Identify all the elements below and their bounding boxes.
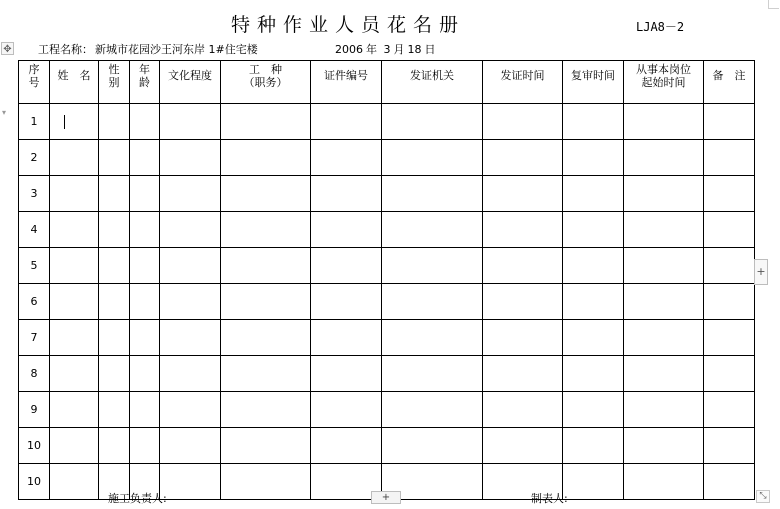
cell-review-date[interactable] xyxy=(563,428,624,464)
header-education[interactable]: 文化程度 xyxy=(160,61,221,104)
cell-remark[interactable] xyxy=(704,104,755,140)
cell-start-date[interactable] xyxy=(624,392,704,428)
cell-remark[interactable] xyxy=(704,356,755,392)
cell-issuer[interactable] xyxy=(382,248,483,284)
cell-age[interactable] xyxy=(130,428,160,464)
cell-issue-date[interactable] xyxy=(483,176,563,212)
cell-gender[interactable] xyxy=(99,176,130,212)
cell-seq[interactable]: 5 xyxy=(19,248,50,284)
header-remark[interactable]: 备 注 xyxy=(704,61,755,104)
cell-name[interactable] xyxy=(50,176,99,212)
cell-seq[interactable]: 1 xyxy=(19,104,50,140)
date-month: 3 xyxy=(383,43,391,56)
add-row-button[interactable]: + xyxy=(371,491,401,504)
cell-issuer[interactable] xyxy=(382,176,483,212)
cell-start-date[interactable] xyxy=(624,176,704,212)
cell-gender[interactable] xyxy=(99,428,130,464)
cell-issue-date[interactable] xyxy=(483,428,563,464)
cell-cert-no[interactable] xyxy=(311,428,382,464)
cell-issue-date[interactable] xyxy=(483,140,563,176)
cell-age[interactable] xyxy=(130,320,160,356)
cell-age[interactable] xyxy=(130,356,160,392)
table-row xyxy=(19,104,755,140)
cell-cert-no[interactable] xyxy=(311,248,382,284)
header-gender-line1: 性 xyxy=(108,63,120,76)
cell-remark[interactable] xyxy=(704,464,755,500)
cell-trade[interactable] xyxy=(221,176,311,212)
table-row xyxy=(19,320,755,356)
cell-name[interactable] xyxy=(50,428,99,464)
cell-trade[interactable] xyxy=(221,248,311,284)
cell-cert-no[interactable] xyxy=(311,140,382,176)
cell-remark[interactable] xyxy=(704,428,755,464)
cell-review-date[interactable] xyxy=(563,464,624,500)
table-row xyxy=(19,428,755,464)
cell-gender[interactable] xyxy=(99,248,130,284)
text-cursor xyxy=(64,115,65,129)
cell-seq[interactable]: 3 xyxy=(19,176,50,212)
cell-start-date[interactable] xyxy=(624,320,704,356)
cell-name[interactable] xyxy=(50,212,99,248)
cell-seq[interactable]: 4 xyxy=(19,212,50,248)
cell-cert-no[interactable] xyxy=(311,284,382,320)
header-age-line1: 年 xyxy=(139,63,150,76)
table-row xyxy=(19,392,755,428)
cell-age[interactable] xyxy=(130,176,160,212)
cell-trade[interactable] xyxy=(221,428,311,464)
cell-seq[interactable]: 2 xyxy=(19,140,50,176)
cell-review-date[interactable] xyxy=(563,248,624,284)
project-line xyxy=(38,41,258,57)
header-gender[interactable] xyxy=(99,61,130,104)
cell-review-date[interactable] xyxy=(563,284,624,320)
header-trade-line1: 工 种 xyxy=(249,63,282,76)
cell-issuer[interactable] xyxy=(382,392,483,428)
cell-name[interactable] xyxy=(50,248,99,284)
cell-issuer[interactable] xyxy=(382,356,483,392)
project-name: 新城市花园沙王河东岸 1#住宅楼 xyxy=(95,43,258,56)
document-title: 特种作业人员花名册 xyxy=(230,14,465,36)
cell-seq[interactable]: 10 xyxy=(19,428,50,464)
header-issuer[interactable]: 发证机关 xyxy=(382,61,483,104)
cell-trade[interactable] xyxy=(221,104,311,140)
row-marker-icon: ▾ xyxy=(2,108,7,117)
form-code: LJA8－2 xyxy=(636,20,685,34)
header-seq-line2: 号 xyxy=(28,76,40,89)
cell-cert-no[interactable] xyxy=(311,392,382,428)
cell-age[interactable] xyxy=(130,248,160,284)
cell-seq[interactable]: 9 xyxy=(19,392,50,428)
cell-remark[interactable] xyxy=(704,248,755,284)
cell-gender[interactable] xyxy=(99,284,130,320)
cell-remark[interactable] xyxy=(704,212,755,248)
table-resize-handle-icon[interactable]: ⤡ xyxy=(756,490,770,503)
cell-issuer[interactable] xyxy=(382,320,483,356)
supervisor-label: 施工负责人: xyxy=(108,492,167,505)
cell-seq[interactable]: 10 xyxy=(19,464,50,500)
cell-cert-no[interactable] xyxy=(311,212,382,248)
cell-gender[interactable] xyxy=(99,392,130,428)
header-start-date[interactable] xyxy=(624,61,704,104)
table-row xyxy=(19,356,755,392)
cell-name[interactable] xyxy=(50,464,99,500)
cell-education[interactable] xyxy=(160,428,221,464)
cell-issuer[interactable] xyxy=(382,140,483,176)
date-month-unit: 月 xyxy=(393,43,405,56)
header-age[interactable] xyxy=(130,61,160,104)
cell-trade[interactable] xyxy=(221,212,311,248)
cell-issue-date[interactable] xyxy=(483,392,563,428)
header-trade[interactable] xyxy=(221,61,311,104)
table-header-row xyxy=(19,61,755,104)
cell-seq[interactable]: 8 xyxy=(19,356,50,392)
cell-name[interactable] xyxy=(50,284,99,320)
cell-start-date[interactable] xyxy=(624,104,704,140)
cell-gender[interactable] xyxy=(99,104,130,140)
cell-start-date[interactable] xyxy=(624,248,704,284)
cell-review-date[interactable] xyxy=(563,356,624,392)
cell-issue-date[interactable] xyxy=(483,248,563,284)
date-day-unit: 日 xyxy=(424,43,436,56)
header-review-date[interactable]: 复审时间 xyxy=(563,61,624,104)
cell-trade[interactable] xyxy=(221,464,311,500)
header-gender-line2: 别 xyxy=(108,76,120,89)
cell-name[interactable] xyxy=(50,140,99,176)
cell-seq[interactable]: 6 xyxy=(19,284,50,320)
cell-name[interactable] xyxy=(50,320,99,356)
date-day: 18 xyxy=(407,43,422,56)
cell-cert-no[interactable] xyxy=(311,104,382,140)
cell-remark[interactable] xyxy=(704,140,755,176)
table-move-handle-icon[interactable]: ✥ xyxy=(1,42,14,55)
cell-issue-date[interactable] xyxy=(483,104,563,140)
cell-remark[interactable] xyxy=(704,284,755,320)
table-row xyxy=(19,284,755,320)
header-trade-line2: （职务） xyxy=(243,76,288,89)
cell-start-date[interactable] xyxy=(624,428,704,464)
cell-education[interactable] xyxy=(160,212,221,248)
cell-issuer[interactable] xyxy=(382,428,483,464)
cell-education[interactable] xyxy=(160,464,221,500)
cell-start-date[interactable] xyxy=(624,212,704,248)
cell-education[interactable] xyxy=(160,356,221,392)
cell-education[interactable] xyxy=(160,140,221,176)
cell-age[interactable] xyxy=(130,392,160,428)
cell-start-date[interactable] xyxy=(624,284,704,320)
cell-gender[interactable] xyxy=(99,320,130,356)
cell-gender[interactable] xyxy=(99,356,130,392)
cell-trade[interactable] xyxy=(221,284,311,320)
cell-trade[interactable] xyxy=(221,140,311,176)
cell-name[interactable] xyxy=(50,104,99,140)
cell-education[interactable] xyxy=(160,284,221,320)
header-seq[interactable] xyxy=(19,61,50,104)
cell-education[interactable] xyxy=(160,176,221,212)
cell-age[interactable] xyxy=(130,284,160,320)
cell-trade[interactable] xyxy=(221,356,311,392)
date-year-unit: 年 xyxy=(366,43,377,56)
cell-education[interactable] xyxy=(160,104,221,140)
cell-age[interactable] xyxy=(130,212,160,248)
cell-remark[interactable] xyxy=(704,320,755,356)
cell-education[interactable] xyxy=(160,248,221,284)
cell-issuer[interactable] xyxy=(382,212,483,248)
cell-remark[interactable] xyxy=(704,392,755,428)
cell-education[interactable] xyxy=(160,392,221,428)
cell-issuer[interactable] xyxy=(382,104,483,140)
cell-gender[interactable] xyxy=(99,212,130,248)
cell-review-date[interactable] xyxy=(563,320,624,356)
cell-remark[interactable] xyxy=(704,176,755,212)
header-cert-no[interactable]: 证件编号 xyxy=(311,61,382,104)
header-issue-date[interactable]: 发证时间 xyxy=(483,61,563,104)
cell-review-date[interactable] xyxy=(563,392,624,428)
table-row xyxy=(19,212,755,248)
cell-name[interactable] xyxy=(50,356,99,392)
add-column-button[interactable]: + xyxy=(754,259,768,285)
cell-review-date[interactable] xyxy=(563,212,624,248)
header-name[interactable]: 姓 名 xyxy=(50,61,99,104)
cell-review-date[interactable] xyxy=(563,140,624,176)
cell-trade[interactable] xyxy=(221,320,311,356)
cell-issuer[interactable] xyxy=(382,284,483,320)
cell-name[interactable] xyxy=(50,392,99,428)
cell-gender[interactable] xyxy=(99,140,130,176)
page-corner-mark xyxy=(768,0,779,9)
cell-cert-no[interactable] xyxy=(311,356,382,392)
cell-seq[interactable]: 7 xyxy=(19,320,50,356)
cell-issue-date[interactable] xyxy=(483,212,563,248)
cell-start-date[interactable] xyxy=(624,464,704,500)
cell-start-date[interactable] xyxy=(624,140,704,176)
header-age-line2: 龄 xyxy=(139,76,150,89)
header-seq-line1: 序 xyxy=(28,63,40,76)
cell-review-date[interactable] xyxy=(563,104,624,140)
table-row xyxy=(19,176,755,212)
table-body xyxy=(19,104,755,500)
date-year: 2006 xyxy=(335,43,363,56)
cell-review-date[interactable] xyxy=(563,176,624,212)
cell-start-date[interactable] xyxy=(624,356,704,392)
cell-trade[interactable] xyxy=(221,392,311,428)
cell-cert-no[interactable] xyxy=(311,176,382,212)
preparer-label: 制表人: xyxy=(531,492,568,505)
personnel-table xyxy=(18,60,755,500)
table-row xyxy=(19,140,755,176)
project-label: 工程名称： xyxy=(38,43,93,56)
cell-age[interactable] xyxy=(130,140,160,176)
document-date xyxy=(335,41,439,57)
cell-issue-date[interactable] xyxy=(483,356,563,392)
cell-issue-date[interactable] xyxy=(483,284,563,320)
table-row xyxy=(19,248,755,284)
cell-age[interactable] xyxy=(130,104,160,140)
header-start-line2: 起始时间 xyxy=(641,76,686,89)
header-start-line1: 从事本岗位 xyxy=(636,63,691,76)
cell-issue-date[interactable] xyxy=(483,320,563,356)
cell-education[interactable] xyxy=(160,320,221,356)
cell-cert-no[interactable] xyxy=(311,320,382,356)
